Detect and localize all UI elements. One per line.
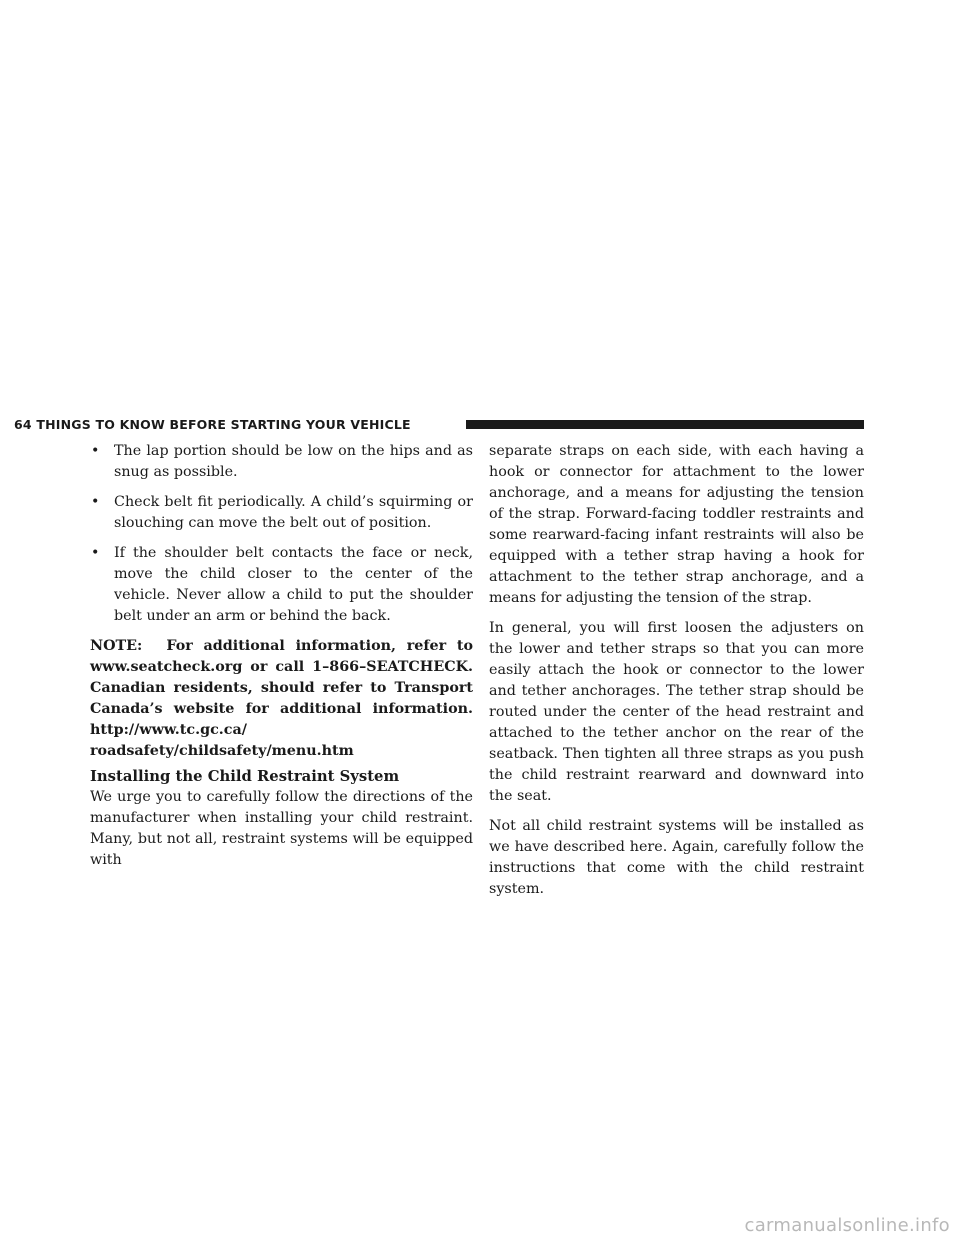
body-paragraph: We urge you to carefully follow the directions of the manufacturer when installing your child restraint. Many, but not all, restraint systems will be equipped with bbox=[90, 789, 473, 868]
bullet-icon: • bbox=[91, 443, 100, 459]
note-label: NOTE: bbox=[90, 638, 143, 654]
page-number-and-section-title: 64 THINGS TO KNOW BEFORE STARTING YOUR VEHICLE bbox=[14, 417, 411, 432]
bullet-item bbox=[90, 492, 473, 534]
note-block bbox=[90, 636, 473, 762]
body-paragraph: In general, you will first loosen the adjusters on the lower and tether straps so that you can more easily attach the hook or connector to the lower and tether anchorages. The tether strap should be routed under the center of the head restraint and attached to the tether anchor on the rear of the seatback. Then tighten all three straps as you push the child restraint rearward and downward into the seat. bbox=[489, 620, 864, 804]
bullet-icon: • bbox=[91, 494, 100, 510]
body-paragraph: Not all child restraint systems will be installed as we have described here. Again, carefully follow the instructions that come with the child restraint system. bbox=[489, 818, 864, 897]
bullet-text: Check belt fit periodically. A child’s squirming or slouching can move the belt out of position. bbox=[114, 494, 473, 531]
left-column bbox=[90, 441, 473, 871]
right-column bbox=[489, 441, 864, 909]
bullet-item bbox=[90, 543, 473, 627]
note-text: For additional information, refer to www.seatcheck.org or call 1–866–SEATCHECK. Canadian residents, should refer to Transport Canada’s website for additional information. http://www.tc.gc.ca/ roadsafety/childsafety/menu.htm bbox=[90, 638, 473, 759]
page-header bbox=[0, 414, 960, 436]
bullet-text: If the shoulder belt contacts the face or neck, move the child closer to the center of the vehicle. Never allow a child to put the shoulder belt under an arm or behind the back. bbox=[114, 545, 473, 624]
body-paragraph: separate straps on each side, with each having a hook or connector for attachment to the lower anchorage, and a means for adjusting the tension of the strap. Forward-facing toddler restraints and some rearward-facing infant restraints will also be equipped with a tether strap having a hook for attachment to the tether strap anchorage, and a means for adjusting the tension of the strap. bbox=[489, 443, 864, 606]
bullet-item bbox=[90, 441, 473, 483]
site-watermark: carmanualsonline.info bbox=[744, 1215, 950, 1236]
bullet-text: The lap portion should be low on the hips and as snug as possible. bbox=[114, 443, 473, 480]
section-heading: Installing the Child Restraint System bbox=[90, 768, 400, 785]
header-rule-bar bbox=[466, 420, 864, 429]
bullet-icon: • bbox=[91, 545, 100, 561]
